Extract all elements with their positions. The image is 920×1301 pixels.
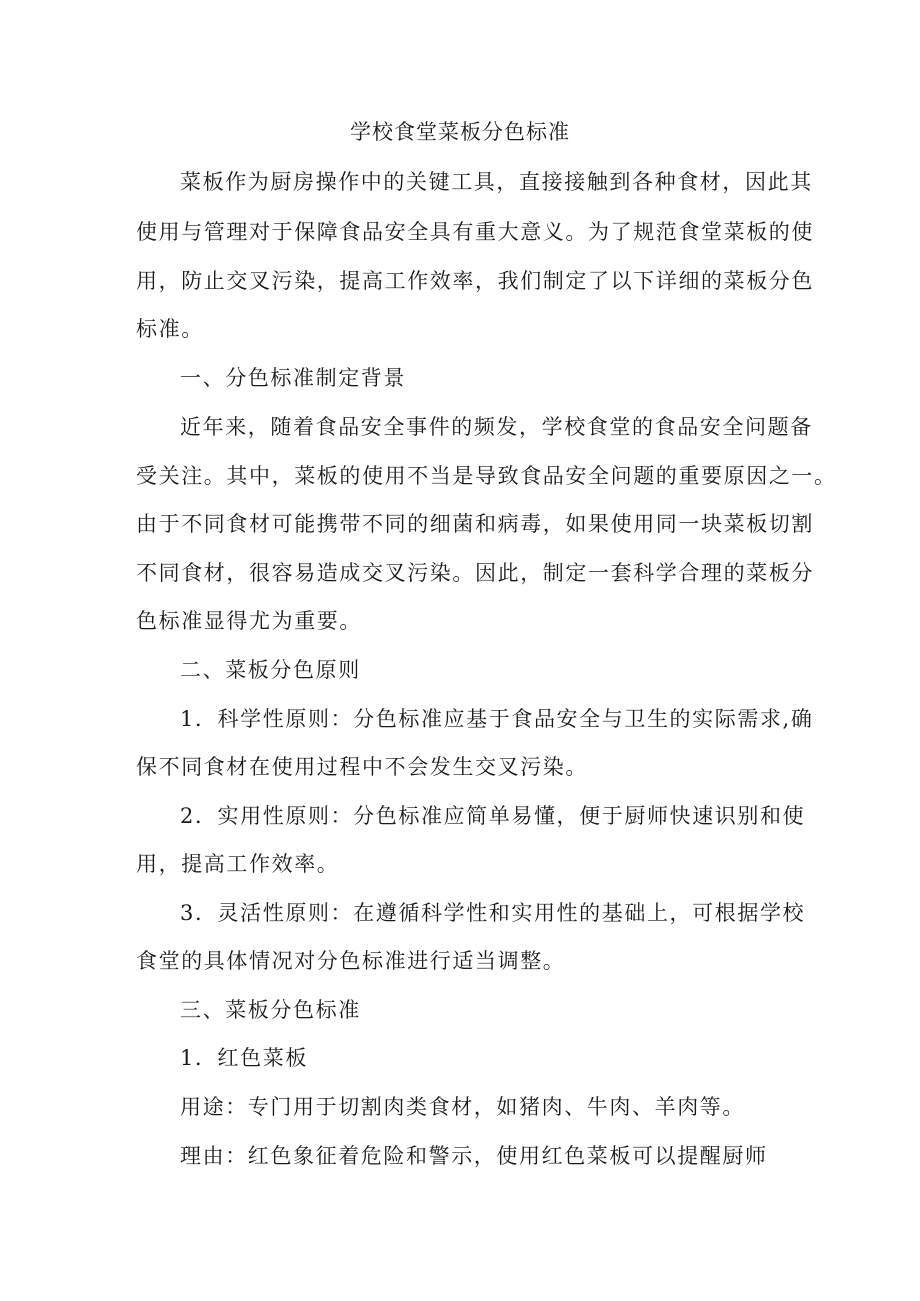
principle-3-line-2: 食堂的具体情况对分色标准进行适当调整。 [136, 949, 566, 973]
paragraph-intro-line-2: 使用与管理对于保障食品安全具有重大意义。为了规范食堂菜板的使 [136, 220, 814, 244]
paragraph-background-line-5: 色标准显得尤为重要。 [136, 609, 362, 633]
paragraph-background-line-2: 受关注。其中，菜板的使用不当是导致食品安全问题的重要原因之一。 [136, 464, 837, 488]
section-heading-standards: 三、菜板分色标准 [180, 998, 361, 1022]
paragraph-intro-line-1: 菜板作为厨房操作中的关键工具，直接接触到各种食材，因此其 [180, 170, 813, 194]
section-heading-principles: 二、菜板分色原则 [180, 658, 361, 682]
principle-3-line-1: 3．灵活性原则：在遵循科学性和实用性的基础上，可根据学校 [180, 901, 806, 925]
section-heading-background: 一、分色标准制定背景 [180, 366, 406, 390]
paragraph-intro-line-3: 用，防止交叉污染，提高工作效率，我们制定了以下详细的菜板分色 [136, 269, 814, 293]
red-board-reason: 理由：红色象征着危险和警示，使用红色菜板可以提醒厨师 [180, 1144, 768, 1168]
principle-1-line-1: 1．科学性原则：分色标准应基于食品安全与卫生的实际需求,确 [180, 707, 814, 731]
principle-2-line-1: 2．实用性原则：分色标准应简单易懂，便于厨师快速识别和使 [180, 804, 806, 828]
paragraph-background-line-4: 不同食材，很容易造成交叉污染。因此，制定一套科学合理的菜板分 [136, 561, 814, 585]
document-title: 学校食堂菜板分色标准 [350, 120, 570, 144]
paragraph-background-line-1: 近年来，随着食品安全事件的频发，学校食堂的食品安全问题备 [180, 415, 813, 439]
principle-2-line-2: 用，提高工作效率。 [136, 852, 340, 876]
paragraph-intro-line-4: 标准。 [136, 317, 204, 341]
principle-1-line-2: 保不同食材在使用过程中不会发生交叉污染。 [136, 755, 588, 779]
subheading-red-board: 1．红色菜板 [180, 1046, 308, 1070]
red-board-usage: 用途：专门用于切割肉类食材，如猪肉、牛肉、羊肉等。 [180, 1095, 745, 1119]
paragraph-background-line-3: 由于不同食材可能携带不同的细菌和病毒，如果使用同一块菜板切割 [136, 512, 814, 536]
